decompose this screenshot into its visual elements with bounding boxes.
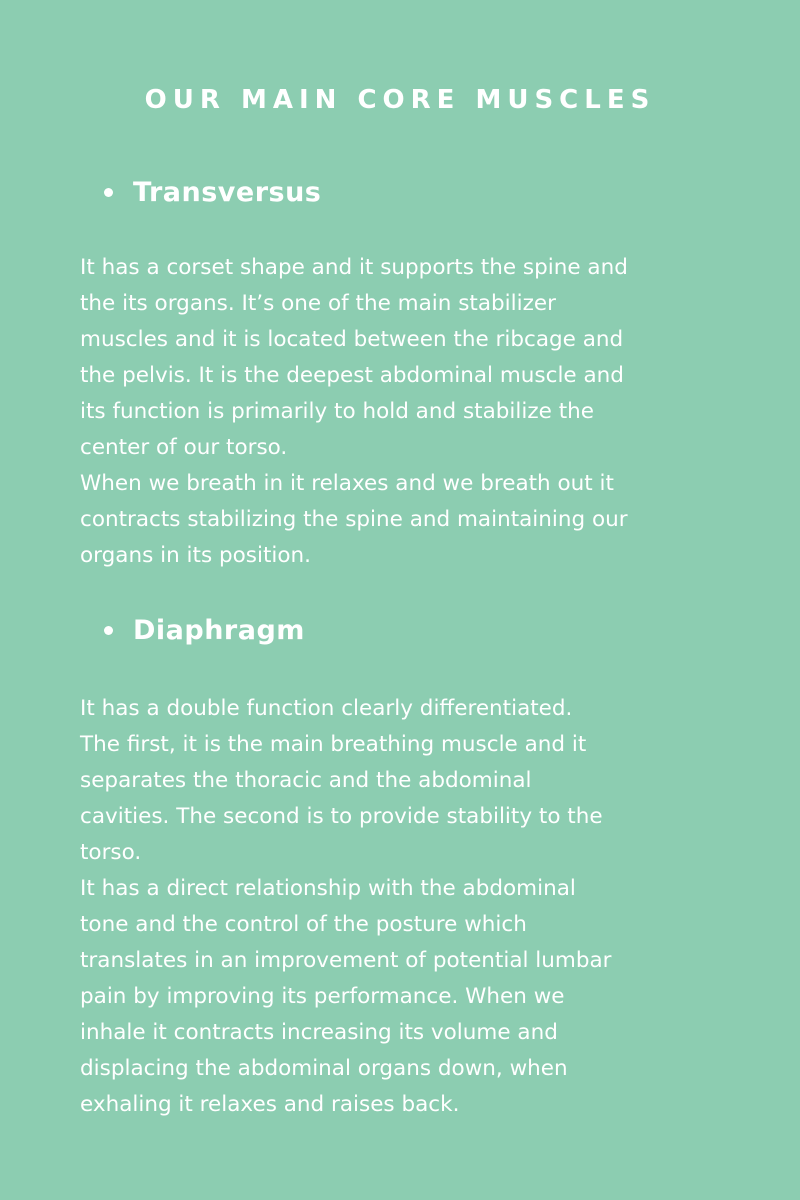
paragraph <box>80 871 730 1123</box>
text-line: It has a direct relationship with the abdominal <box>80 876 576 901</box>
text-line: pain by improving its performance. When we <box>80 984 565 1009</box>
paragraph <box>80 250 730 466</box>
text-line: inhale it contracts increasing its volume and <box>80 1020 558 1045</box>
text-line: When we breath in it relaxes and we breath out it <box>80 471 614 496</box>
section-body-transversus <box>80 250 730 574</box>
text-line: center of our torso. <box>80 435 288 460</box>
text-line: its function is primarily to hold and stabilize the <box>80 399 594 424</box>
text-line: muscles and it is located between the ribcage and <box>80 327 624 352</box>
text-line: contracts stabilizing the spine and maintaining our <box>80 507 628 532</box>
text-line: It has a corset shape and it supports the spine and <box>80 255 628 280</box>
text-line: exhaling it relaxes and raises back. <box>80 1092 460 1117</box>
paragraph <box>80 466 730 574</box>
text-line: tone and the control of the posture which <box>80 912 527 937</box>
text-line: the pelvis. It is the deepest abdominal muscle and <box>80 363 624 388</box>
text-line: the its organs. It’s one of the main stabilizer <box>80 291 556 316</box>
text-line: separates the thoracic and the abdominal <box>80 768 532 793</box>
text-line: organs in its position. <box>80 543 311 568</box>
section-heading-transversus <box>104 172 321 212</box>
paragraph <box>80 691 730 871</box>
text-line: cavities. The second is to provide stability to the <box>80 804 603 829</box>
page-title: OUR MAIN CORE MUSCLES <box>144 85 656 115</box>
section-heading-diaphragm <box>104 610 305 650</box>
section-heading-label: Diaphragm <box>133 614 305 646</box>
text-line: torso. <box>80 840 142 865</box>
text-line: displacing the abdominal organs down, when <box>80 1056 568 1081</box>
section-heading-label: Transversus <box>133 176 322 208</box>
text-line: The first, it is the main breathing muscle and it <box>80 732 587 757</box>
text-line: It has a double function clearly differentiated. <box>80 696 573 721</box>
section-body-diaphragm <box>80 691 730 1123</box>
bullet-icon <box>104 626 113 635</box>
bullet-icon <box>104 188 113 197</box>
text-line: translates in an improvement of potential lumbar <box>80 948 612 973</box>
